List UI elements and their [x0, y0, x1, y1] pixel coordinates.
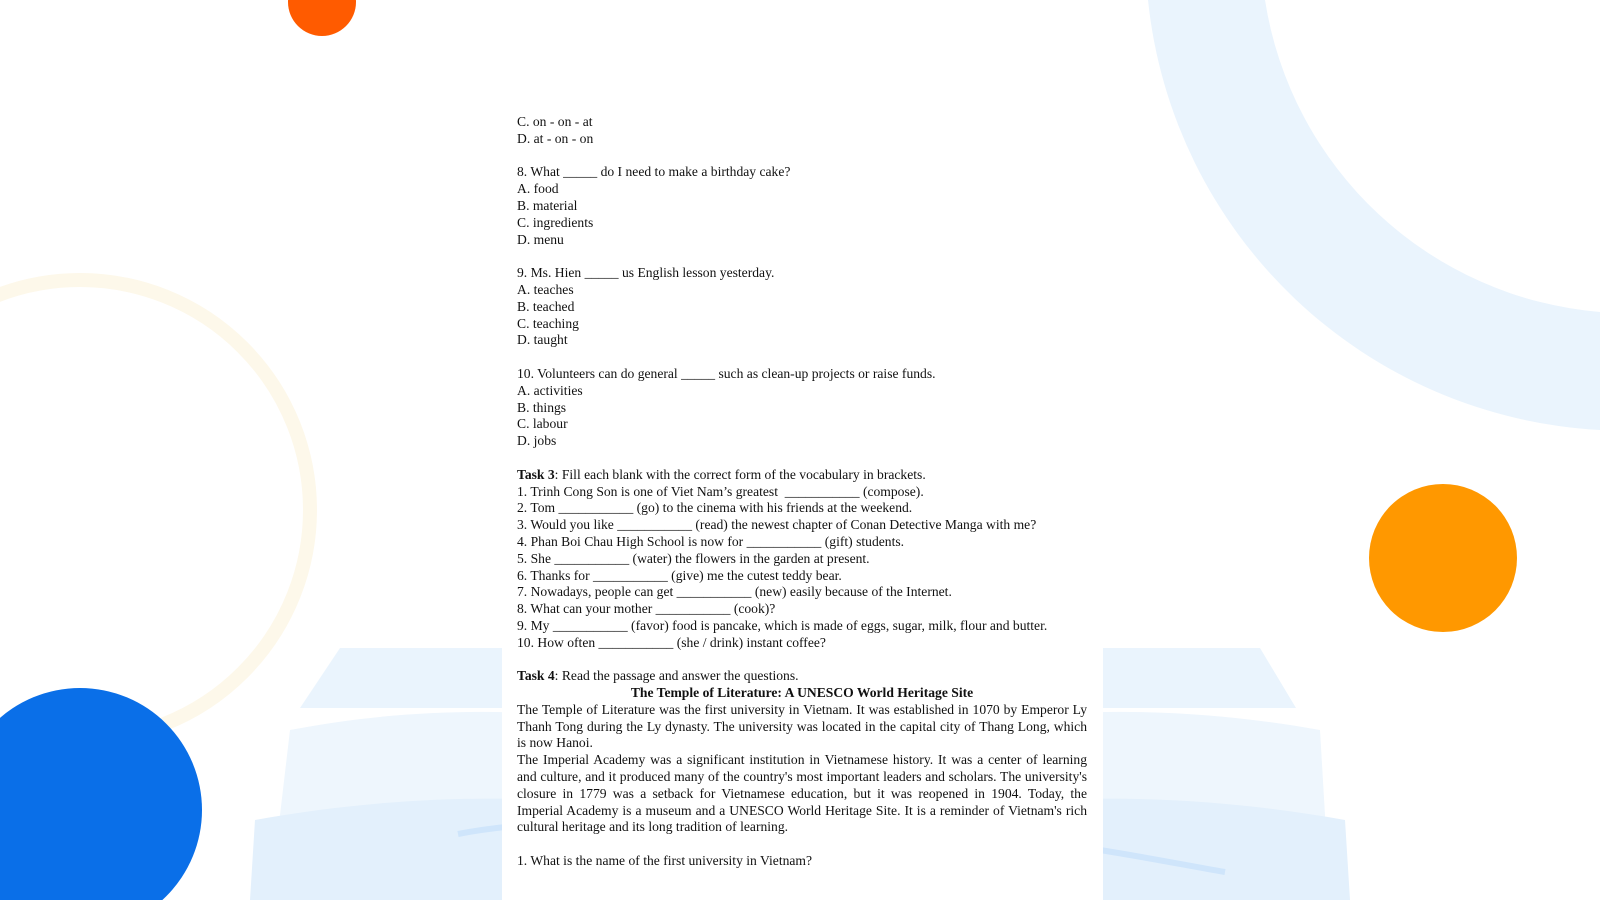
q10-stem: 10. Volunteers can do general _____ such as clean-up projects or raise funds. [517, 365, 936, 381]
q10-option-a: A. activities [517, 382, 583, 398]
q9-stem: 9. Ms. Hien _____ us English lesson yesterday. [517, 265, 775, 281]
task3-item: 5. She ___________ (water) the flowers in the garden at present. [517, 550, 870, 566]
q10-option-c: C. labour [517, 416, 568, 432]
passage-paragraph: The Temple of Literature was the first university in Vietnam. It was established in 1070 by Emperor Ly Thanh Tong during the Ly dynasty. The university was located in the capital city of Thang Long, which is now Hanoi. [517, 701, 1087, 751]
task4-question-1: 1. What is the name of the first university in Vietnam? [517, 853, 813, 869]
q8-option-d: D. menu [517, 231, 564, 247]
q7-option-d: D. at - on - on [517, 130, 594, 146]
q8-option-b: B. material [517, 197, 578, 213]
task4-instruction: : Read the passage and answer the questions. [554, 668, 799, 684]
q10-option-d: D. jobs [517, 433, 557, 449]
task3-item: 1. Trinh Cong Son is one of Viet Nam’s greatest ___________ (compose). [517, 483, 924, 499]
task3-item: 7. Nowadays, people can get ___________ (new) easily because of the Internet. [517, 584, 952, 600]
q8-option-c: C. ingredients [517, 214, 594, 230]
task3-item: 4. Phan Boi Chau High School is now for ___________ (gift) students. [517, 533, 905, 549]
passage-title: The Temple of Literature: A UNESCO World Heritage Site [630, 685, 974, 701]
q8-option-a: A. food [517, 181, 559, 197]
decor-arc-top-right [1148, 0, 1600, 430]
task3-label: Task 3 [517, 466, 555, 482]
q7-option-c: C. on - on - at [517, 114, 593, 129]
q9-option-c: C. teaching [517, 315, 579, 331]
q10-option-b: B. things [517, 399, 567, 415]
q9-option-d: D. taught [517, 332, 568, 348]
task3-item: 9. My ___________ (favor) food is pancake, which is made of eggs, sugar, milk, flour and butter. [517, 617, 1048, 633]
q9-option-a: A. teaches [517, 281, 574, 297]
task3-item: 2. Tom ___________ (go) to the cinema with his friends at the weekend. [517, 500, 913, 516]
task4-label: Task 4 [517, 668, 555, 684]
task3-item: 10. How often ___________ (she / drink) instant coffee? [517, 634, 826, 650]
task3-item: 8. What can your mother ___________ (cook)? [517, 601, 776, 617]
decor-ring-left [0, 280, 310, 740]
task4-heading [517, 668, 1087, 685]
task3-item: 6. Thanks for ___________ (give) me the cutest teddy bear. [517, 567, 842, 583]
document-content [517, 114, 1087, 870]
task3-heading [517, 467, 1087, 484]
q8-stem: 8. What _____ do I need to make a birthday cake? [517, 164, 791, 180]
document-page [502, 0, 1103, 900]
q9-option-b: B. teached [517, 298, 575, 314]
task3-item: 3. Would you like ___________ (read) the newest chapter of Conan Detective Manga with me? [517, 517, 1037, 533]
passage-paragraph: The Imperial Academy was a significant institution in Vietnamese history. It was a center of learning and culture, and it produced many of the country's most important leaders and scholars. The university's closure in 1779 was a setback for Vietnamese education, but it was reopened in 1904. Today, the Imperial Academy is a museum and a UNESCO World Heritage Site. It is a reminder of Vietnam's rich cultural heritage and its long tradition of learning. [517, 752, 1087, 835]
decor-circle-right-orange [1369, 484, 1517, 632]
task3-instruction: : Fill each blank with the correct form of the vocabulary in brackets. [554, 466, 926, 482]
decor-circle-top-orange [288, 0, 356, 36]
